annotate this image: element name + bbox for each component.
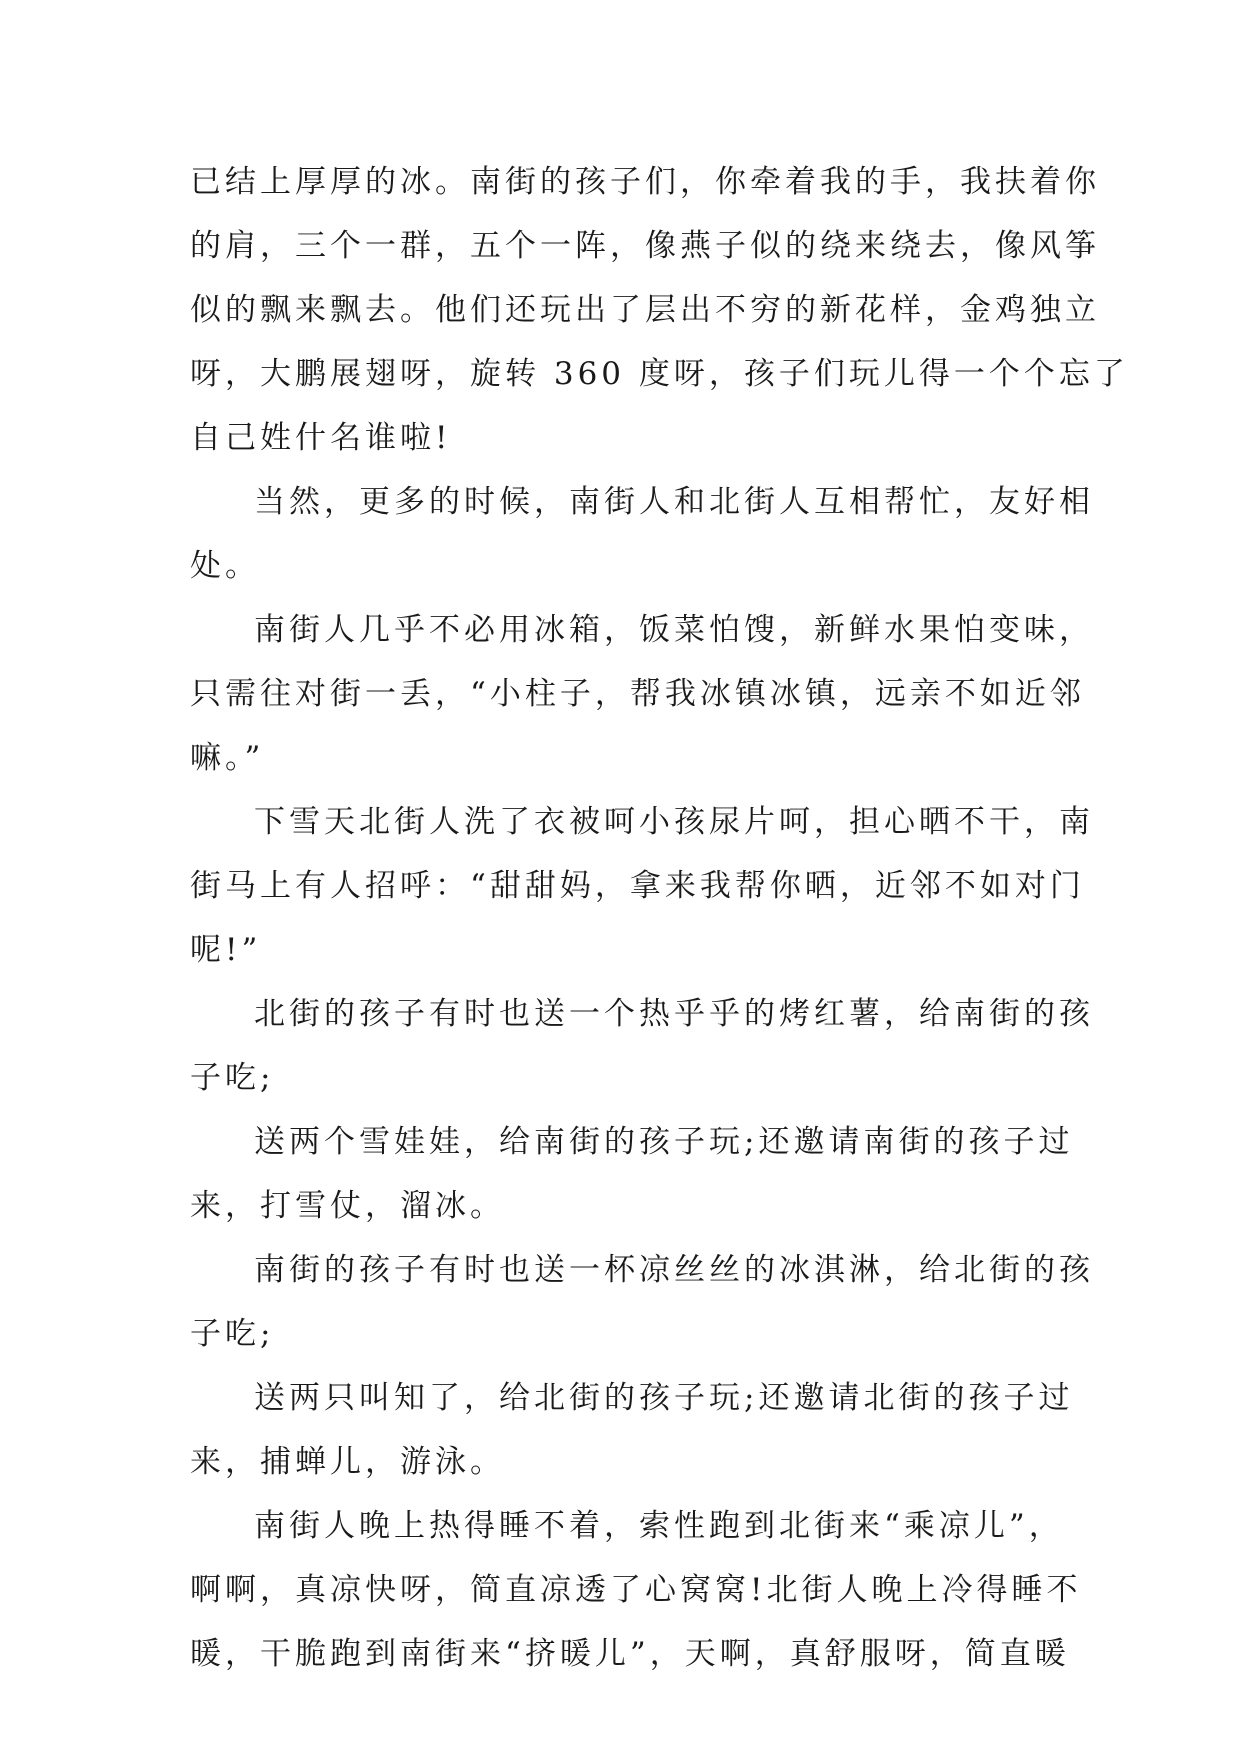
text-line: 街马上有人招呼：“甜甜妈，拿来我帮你晒，近邻不如对门 — [190, 868, 1085, 904]
text-line: 似的飘来飘去。他们还玩出了层出不穷的新花样，金鸡独立 — [190, 292, 1100, 328]
paragraph-first-line: 南街的孩子有时也送一杯凉丝丝的冰淇淋，给北街的孩 — [254, 1252, 1094, 1288]
text-line: 已结上厚厚的冰。南街的孩子们，你牵着我的手，我扶着你 — [190, 164, 1100, 200]
text-line: 自己姓什名谁啦! — [190, 420, 452, 456]
text-line: 来，打雪仗，溜冰。 — [190, 1188, 505, 1224]
text-line: 呀，大鹏展翅呀，旋转 360 度呀，孩子们玩儿得一个个忘了 — [190, 356, 1129, 392]
text-line: 处。 — [190, 548, 260, 584]
text-line: 的肩，三个一群，五个一阵，像燕子似的绕来绕去，像风筝 — [190, 228, 1100, 264]
paragraph-first-line: 北街的孩子有时也送一个热乎乎的烤红薯，给南街的孩 — [254, 996, 1094, 1032]
text-line: 啊啊，真凉快呀，简直凉透了心窝窝!北街人晚上冷得睡不 — [190, 1572, 1082, 1608]
paragraph-first-line: 送两个雪娃娃，给南街的孩子玩;还邀请南街的孩子过 — [254, 1124, 1074, 1160]
text-line: 呢!” — [190, 932, 262, 968]
paragraph-first-line: 南街人几乎不必用冰箱，饭菜怕馊，新鲜水果怕变味， — [254, 612, 1094, 648]
text-line: 只需往对街一丢，“小柱子，帮我冰镇冰镇，远亲不如近邻 — [190, 676, 1085, 712]
text-line: 子吃; — [190, 1316, 275, 1352]
paragraph-first-line: 当然，更多的时候，南街人和北街人互相帮忙，友好相 — [254, 484, 1094, 520]
text-line: 来，捕蝉儿，游泳。 — [190, 1444, 505, 1480]
body-text — [190, 150, 1129, 1686]
text-line: 嘛。” — [190, 740, 265, 776]
paragraph-first-line: 下雪天北街人洗了衣被呵小孩尿片呵，担心晒不干，南 — [254, 804, 1094, 840]
text-line: 子吃; — [190, 1060, 275, 1096]
paragraph-first-line: 送两只叫知了，给北街的孩子玩;还邀请北街的孩子过 — [254, 1380, 1074, 1416]
paragraph-first-line: 南街人晚上热得睡不着，索性跑到北街来“乘凉儿”， — [254, 1508, 1064, 1544]
text-line: 暖，干脆跑到南街来“挤暖儿”，天啊，真舒服呀，简直暖 — [190, 1636, 1070, 1672]
